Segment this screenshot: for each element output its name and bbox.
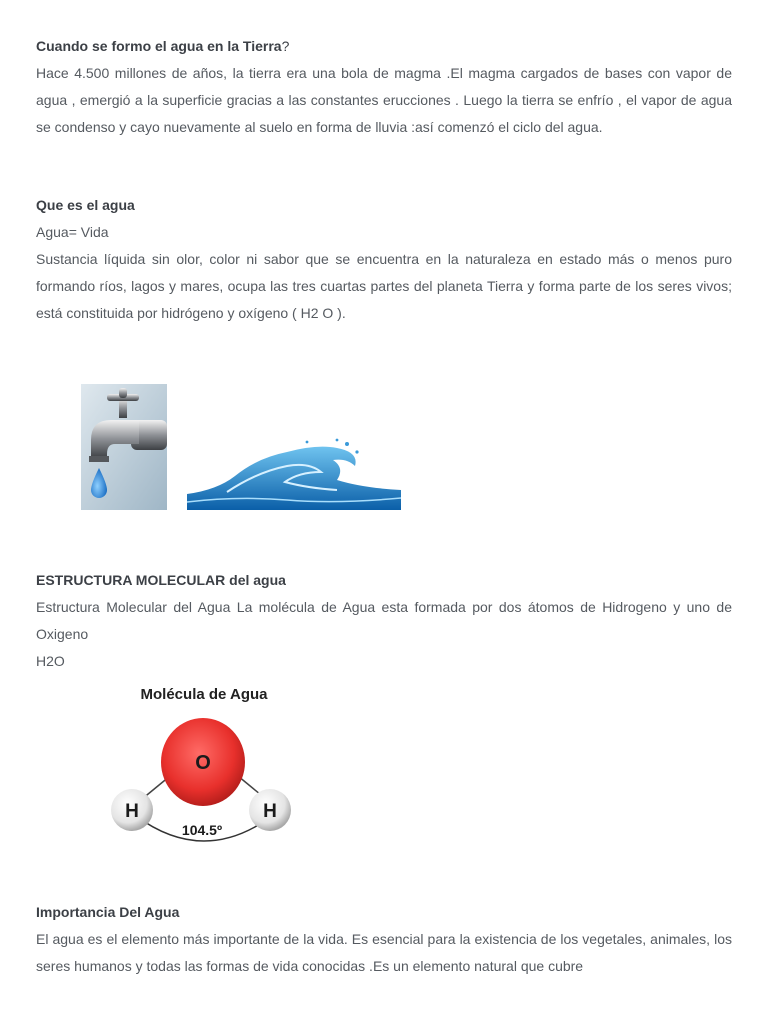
section-heading: ESTRUCTURA MOLECULAR del agua: [36, 572, 286, 588]
section-line: Agua= Vida: [36, 224, 109, 240]
section-molecular-structure: [36, 567, 732, 675]
section-water-origin: [36, 33, 732, 141]
section-paragraph: Estructura Molecular del Agua La molécula de Agua esta formada por dos átomos de Hidrogeno y uno de Oxigeno: [36, 599, 732, 642]
bond-angle-label: 104.5º: [181, 822, 223, 838]
section-heading: Importancia Del Agua: [36, 904, 180, 920]
section-paragraph: El agua es el elemento más importante de la vida. Es esencial para la existencia de los vegetales, animales, los seres humanos y todas las formas de vida conocidas .Es un elemento natural que cubre: [36, 931, 732, 974]
section-paragraph: Sustancia líquida sin olor, color ni sabor que se encuentra en la naturaleza en estado más o menos puro formando ríos, lagos y mares, ocupa las tres cuartas partes del planeta Tierra y forma parte de los seres vivos; está constituida por hidrógeno y oxígeno ( H2 O ).: [36, 251, 732, 321]
section-heading: Cuando se formo el agua en la Tierra?: [36, 38, 290, 54]
section-heading: Que es el agua: [36, 197, 135, 213]
formula-text: H2O: [36, 653, 65, 669]
section-paragraph: Hace 4.500 millones de años, la tierra era una bola de magma .El magma cargados de bases con vapor de agua , emergió a la superficie gracias a las constantes erucciones . Luego la tierra se enfrío , el vapor de agua se condenso y cayo nuevamente al suelo en forma de lluvia :así comenzó el ciclo del agua.: [36, 65, 732, 135]
hydrogen-label-right: H: [263, 801, 277, 822]
faucet-image: [81, 384, 167, 510]
water-molecule-diagram: [100, 680, 310, 850]
molecule-title: Molécula de Agua: [140, 686, 268, 703]
oxygen-label: O: [195, 752, 211, 774]
section-what-is-water: [36, 192, 732, 327]
hydrogen-label-left: H: [125, 801, 139, 822]
section-importance: [36, 899, 732, 980]
water-wave-image: [187, 432, 401, 512]
